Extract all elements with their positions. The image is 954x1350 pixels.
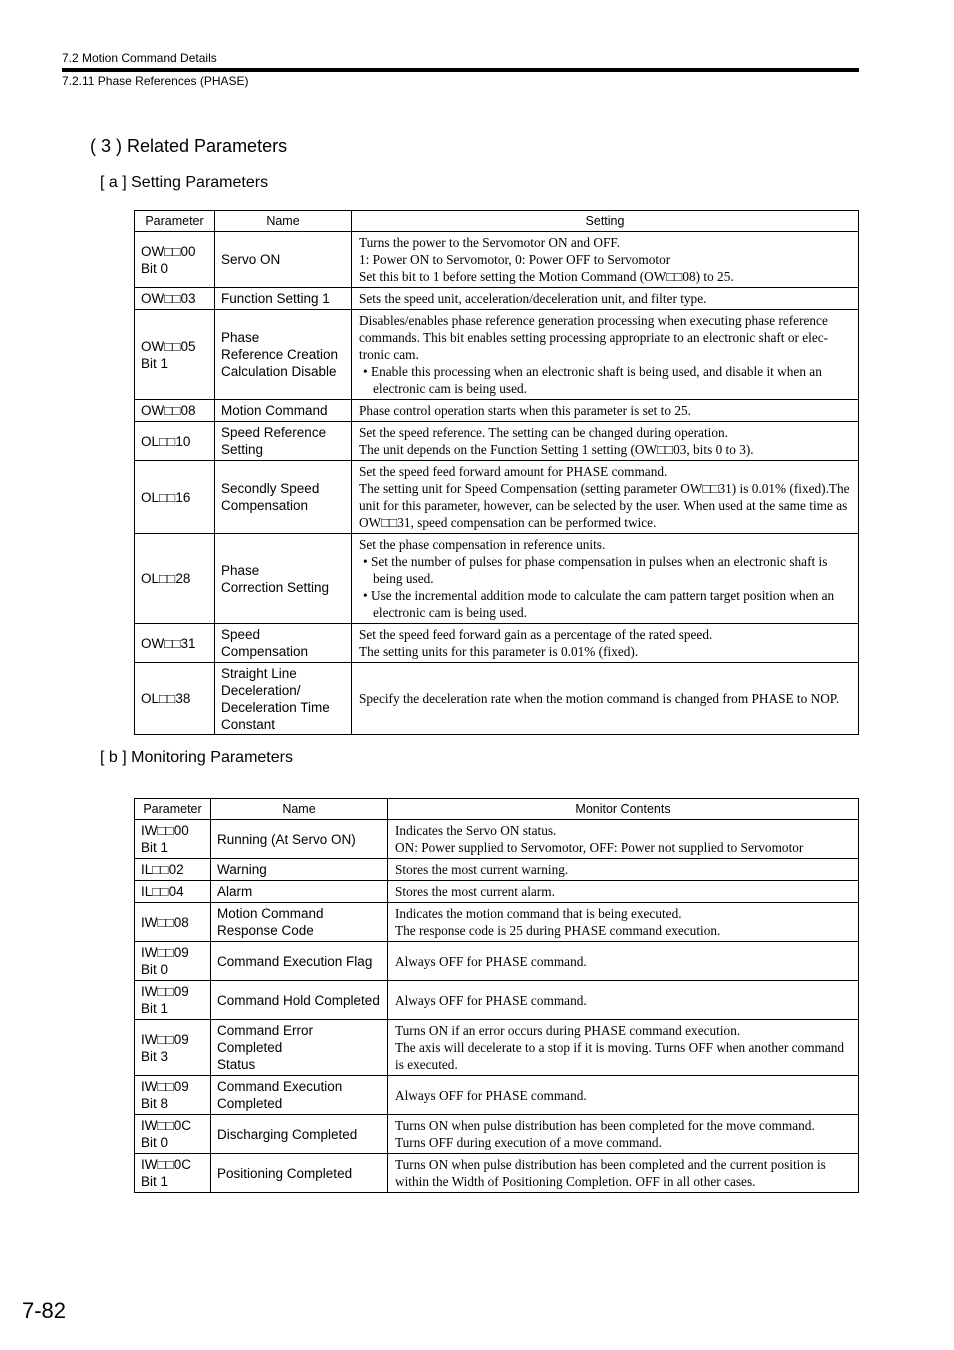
description-cell [352,534,859,624]
table-row [135,1020,859,1076]
description-cell [352,663,859,735]
description-cell [388,981,859,1020]
description-line: Always OFF for PHASE command. [395,1087,587,1103]
name-cell [211,1020,388,1076]
parameter-line: OW□□31 [141,635,196,651]
description-line: The unit depends on the Function Setting 1 setting (OW□□03, bits 0 to 3). [359,442,754,457]
parameter-line: Bit 1 [141,355,169,371]
setting-parameters-title: [ a ] Setting Parameters [100,174,269,191]
parameter-line: IW□□00 [141,823,189,838]
name-line: Phase [221,562,260,578]
description-line: Specify the deceleration rate when the motion command is changed from PHASE to NOP. [359,691,840,706]
name-cell [215,624,352,663]
description-cell [352,422,859,461]
monitoring-parameters-title: [ b ] Monitoring Parameters [100,749,293,766]
description-line: Always OFF for PHASE command. [395,992,587,1008]
table-row [135,461,859,534]
name-line: Secondly Speed [221,481,320,496]
parameter-line: IW□□09 [141,984,189,999]
description-line: Phase control operation starts when this parameter is set to 25. [359,403,691,418]
description-line: Turns the power to the Servomotor ON and OFF. [359,235,621,250]
description-line: Set the speed reference. The setting can be changed during operation. [359,425,728,440]
name-cell [215,400,352,422]
name-cell [211,1076,388,1115]
parameter-cell [135,981,211,1020]
name-line: Command Execution [217,1079,343,1094]
table-header-row [135,799,859,820]
column-header-name: Name [211,799,388,820]
parameter-cell [135,820,211,859]
parameter-cell [135,422,215,461]
parameter-cell [135,1020,211,1076]
name-cell [211,1115,388,1154]
description-cell [352,232,859,288]
column-header-parameter: Parameter [135,211,215,232]
description-cell [352,461,859,534]
description-line: Always OFF for PHASE command. [395,953,587,969]
header-rule [62,68,859,72]
description-cell [388,1076,859,1115]
name-line: Status [217,1057,256,1072]
table-row [135,232,859,288]
description-cell [388,903,859,942]
setting-parameters-table [134,210,859,735]
description-line: 1: Power ON to Servomotor, 0: Power OFF to Servomotor [359,252,671,267]
parameter-line: OW□□00 [141,243,196,259]
parameter-line: IW□□09 [141,1031,189,1047]
table-row [135,981,859,1020]
name-line: Warning [217,862,267,877]
parameter-line: Bit 1 [141,1001,169,1016]
name-cell [215,422,352,461]
name-line: Alarm [217,884,253,899]
name-line: Function Setting 1 [221,291,330,306]
name-cell [215,232,352,288]
name-line: Deceleration/ [221,682,301,698]
parameter-line: Bit 0 [141,1135,169,1150]
description-line: Sets the speed unit, acceleration/deceleration unit, and filter type. [359,291,707,306]
description-line: Turns ON when pulse distribution has been completed for the move command. [395,1118,815,1133]
name-line: Command Error Completed [217,1023,314,1055]
description-line: ON: Power supplied to Servomotor, OFF: Power not supplied to Servomotor [395,840,804,855]
parameter-line: Bit 1 [141,840,169,855]
page-number: 7-82 [22,1298,67,1323]
parameter-line: IW□□0C [141,1118,192,1133]
name-line: Speed Reference [221,425,327,440]
description-cell [388,820,859,859]
description-cell [388,881,859,903]
parameter-line: IW□□09 [141,945,189,960]
parameter-line: IW□□0C [141,1157,192,1172]
name-cell [211,1154,388,1193]
parameter-cell [135,1115,211,1154]
monitoring-parameters-table [134,798,859,1193]
description-line: Turns ON if an error occurs during PHASE command execution. [395,1023,741,1038]
description-line: Stores the most current warning. [395,862,569,877]
name-line: Phase [221,330,260,345]
parameter-line: IL□□02 [141,862,184,877]
name-cell [215,288,352,310]
name-line: Correction Setting [221,579,330,595]
table-row [135,1154,859,1193]
parameter-line: Bit 0 [141,962,169,977]
table-row [135,1115,859,1154]
parameter-line: Bit 1 [141,1174,169,1189]
name-line: Calculation Disable [221,364,337,379]
description-cell [388,859,859,881]
parameter-line: OL□□10 [141,433,191,449]
description-line: Set the speed feed forward gain as a percentage of the rated speed. [359,627,713,642]
description-line: • Set the number of pulses for phase compensation in pulses when an electronic shaft is being used. [363,554,828,586]
description-line: Stores the most current alarm. [395,884,555,899]
name-line: Compensation [221,498,309,513]
name-cell [211,820,388,859]
table-row [135,400,859,422]
name-line: Response Code [217,923,314,938]
description-cell [352,288,859,310]
column-header-setting: Setting [352,211,859,232]
description-line: Indicates the motion command that is being executed. [395,906,682,921]
table-row [135,881,859,903]
parameter-cell [135,534,215,624]
table-row [135,288,859,310]
name-cell [215,663,352,735]
parameter-cell [135,1076,211,1115]
column-header-name: Name [215,211,352,232]
name-cell [211,981,388,1020]
description-cell [388,1115,859,1154]
table-row [135,422,859,461]
name-line: Servo ON [221,252,281,267]
table-header-row [135,211,859,232]
parameter-cell [135,232,215,288]
name-cell [215,310,352,400]
description-line: The setting unit for Speed Compensation (setting parameter OW□□31) is 0.01% (fixed).The unit for this parameter, however, can be selected by the user. When used at the same time as OW□□31, speed compensation can be performed twice. [359,481,850,530]
table-row [135,820,859,859]
name-line: Constant [221,716,276,732]
parameter-cell [135,1154,211,1193]
parameter-cell [135,624,215,663]
table-row [135,859,859,881]
name-line: Straight Line [221,665,297,681]
parameter-line: Bit 3 [141,1048,169,1064]
name-line: Command Hold Completed [217,992,380,1008]
name-line: Deceleration Time [221,699,330,715]
running-header-subsection: 7.2.11 Phase References (PHASE) [62,74,249,88]
name-line: Discharging Completed [217,1126,358,1142]
name-line: Reference Creation [221,347,339,362]
name-cell [215,461,352,534]
description-line: Set this bit to 1 before setting the Motion Command (OW□□08) to 25. [359,269,734,284]
parameter-cell [135,881,211,903]
parameter-cell [135,663,215,735]
description-line: Turns OFF during execution of a move command. [395,1135,662,1150]
table-row [135,663,859,735]
description-cell [388,1154,859,1193]
section-title: ( 3 ) Related Parameters [90,136,288,156]
parameter-line: IW□□08 [141,914,189,930]
table-row [135,1076,859,1115]
parameter-cell [135,288,215,310]
table-row [135,534,859,624]
parameter-cell [135,461,215,534]
parameter-line: OL□□16 [141,489,191,505]
parameter-line: IW□□09 [141,1079,189,1094]
name-line: Motion Command [221,403,328,418]
parameter-line: OL□□28 [141,571,191,586]
parameter-line: IL□□04 [141,884,184,899]
description-line: The response code is 25 during PHASE command execution. [395,923,721,938]
table-row [135,942,859,981]
parameter-cell [135,310,215,400]
description-line: The setting units for this parameter is 0.01% (fixed). [359,644,639,659]
description-line: Set the phase compensation in reference units. [359,537,606,552]
name-cell [211,942,388,981]
description-cell [352,624,859,663]
parameter-line: OL□□38 [141,691,191,706]
table-row [135,310,859,400]
description-cell [388,1020,859,1076]
parameter-line: Bit 0 [141,260,169,276]
parameter-line: OW□□03 [141,291,196,306]
name-line: Speed [221,627,261,642]
parameter-line: OW□□08 [141,403,196,418]
description-line: • Use the incremental addition mode to calculate the cam pattern target position when an electronic cam is being used. [363,588,835,620]
description-cell [352,310,859,400]
column-header-parameter: Parameter [135,799,211,820]
name-line: Completed [217,1096,283,1111]
name-cell [211,881,388,903]
parameter-cell [135,400,215,422]
name-line: Setting [221,442,264,457]
description-line: Indicates the Servo ON status. [395,823,557,838]
description-line: The axis will decelerate to a stop if it is moving. Turns OFF when another command is executed. [395,1040,845,1072]
description-line: Disables/enables phase reference generation processing when executing phase reference commands. This bit enables setting processing appropriate to an electronic shaft or elec-tronic cam. [359,313,829,362]
table-row [135,624,859,663]
running-header-section: 7.2 Motion Command Details [62,51,217,65]
table-row [135,903,859,942]
description-line: Turns ON when pulse distribution has been completed and the current position is within the Width of Positioning Completion. OFF in all other cases. [395,1157,826,1189]
description-line: • Enable this processing when an electronic shaft is being used, and disable it when an electronic cam is being used. [363,364,822,396]
parameter-cell [135,859,211,881]
description-line: Set the speed feed forward amount for PHASE command. [359,464,668,479]
name-cell [215,534,352,624]
name-line: Command Execution Flag [217,953,373,969]
parameter-cell [135,903,211,942]
column-header-monitor-contents: Monitor Contents [388,799,859,820]
name-cell [211,859,388,881]
name-cell [211,903,388,942]
parameter-line: Bit 8 [141,1096,169,1111]
name-line: Motion Command [217,906,324,921]
name-line: Compensation [221,644,309,659]
name-line: Positioning Completed [217,1165,353,1181]
description-cell [388,942,859,981]
parameter-line: OW□□05 [141,338,196,354]
description-cell [352,400,859,422]
parameter-cell [135,942,211,981]
name-line: Running (At Servo ON) [217,831,356,847]
